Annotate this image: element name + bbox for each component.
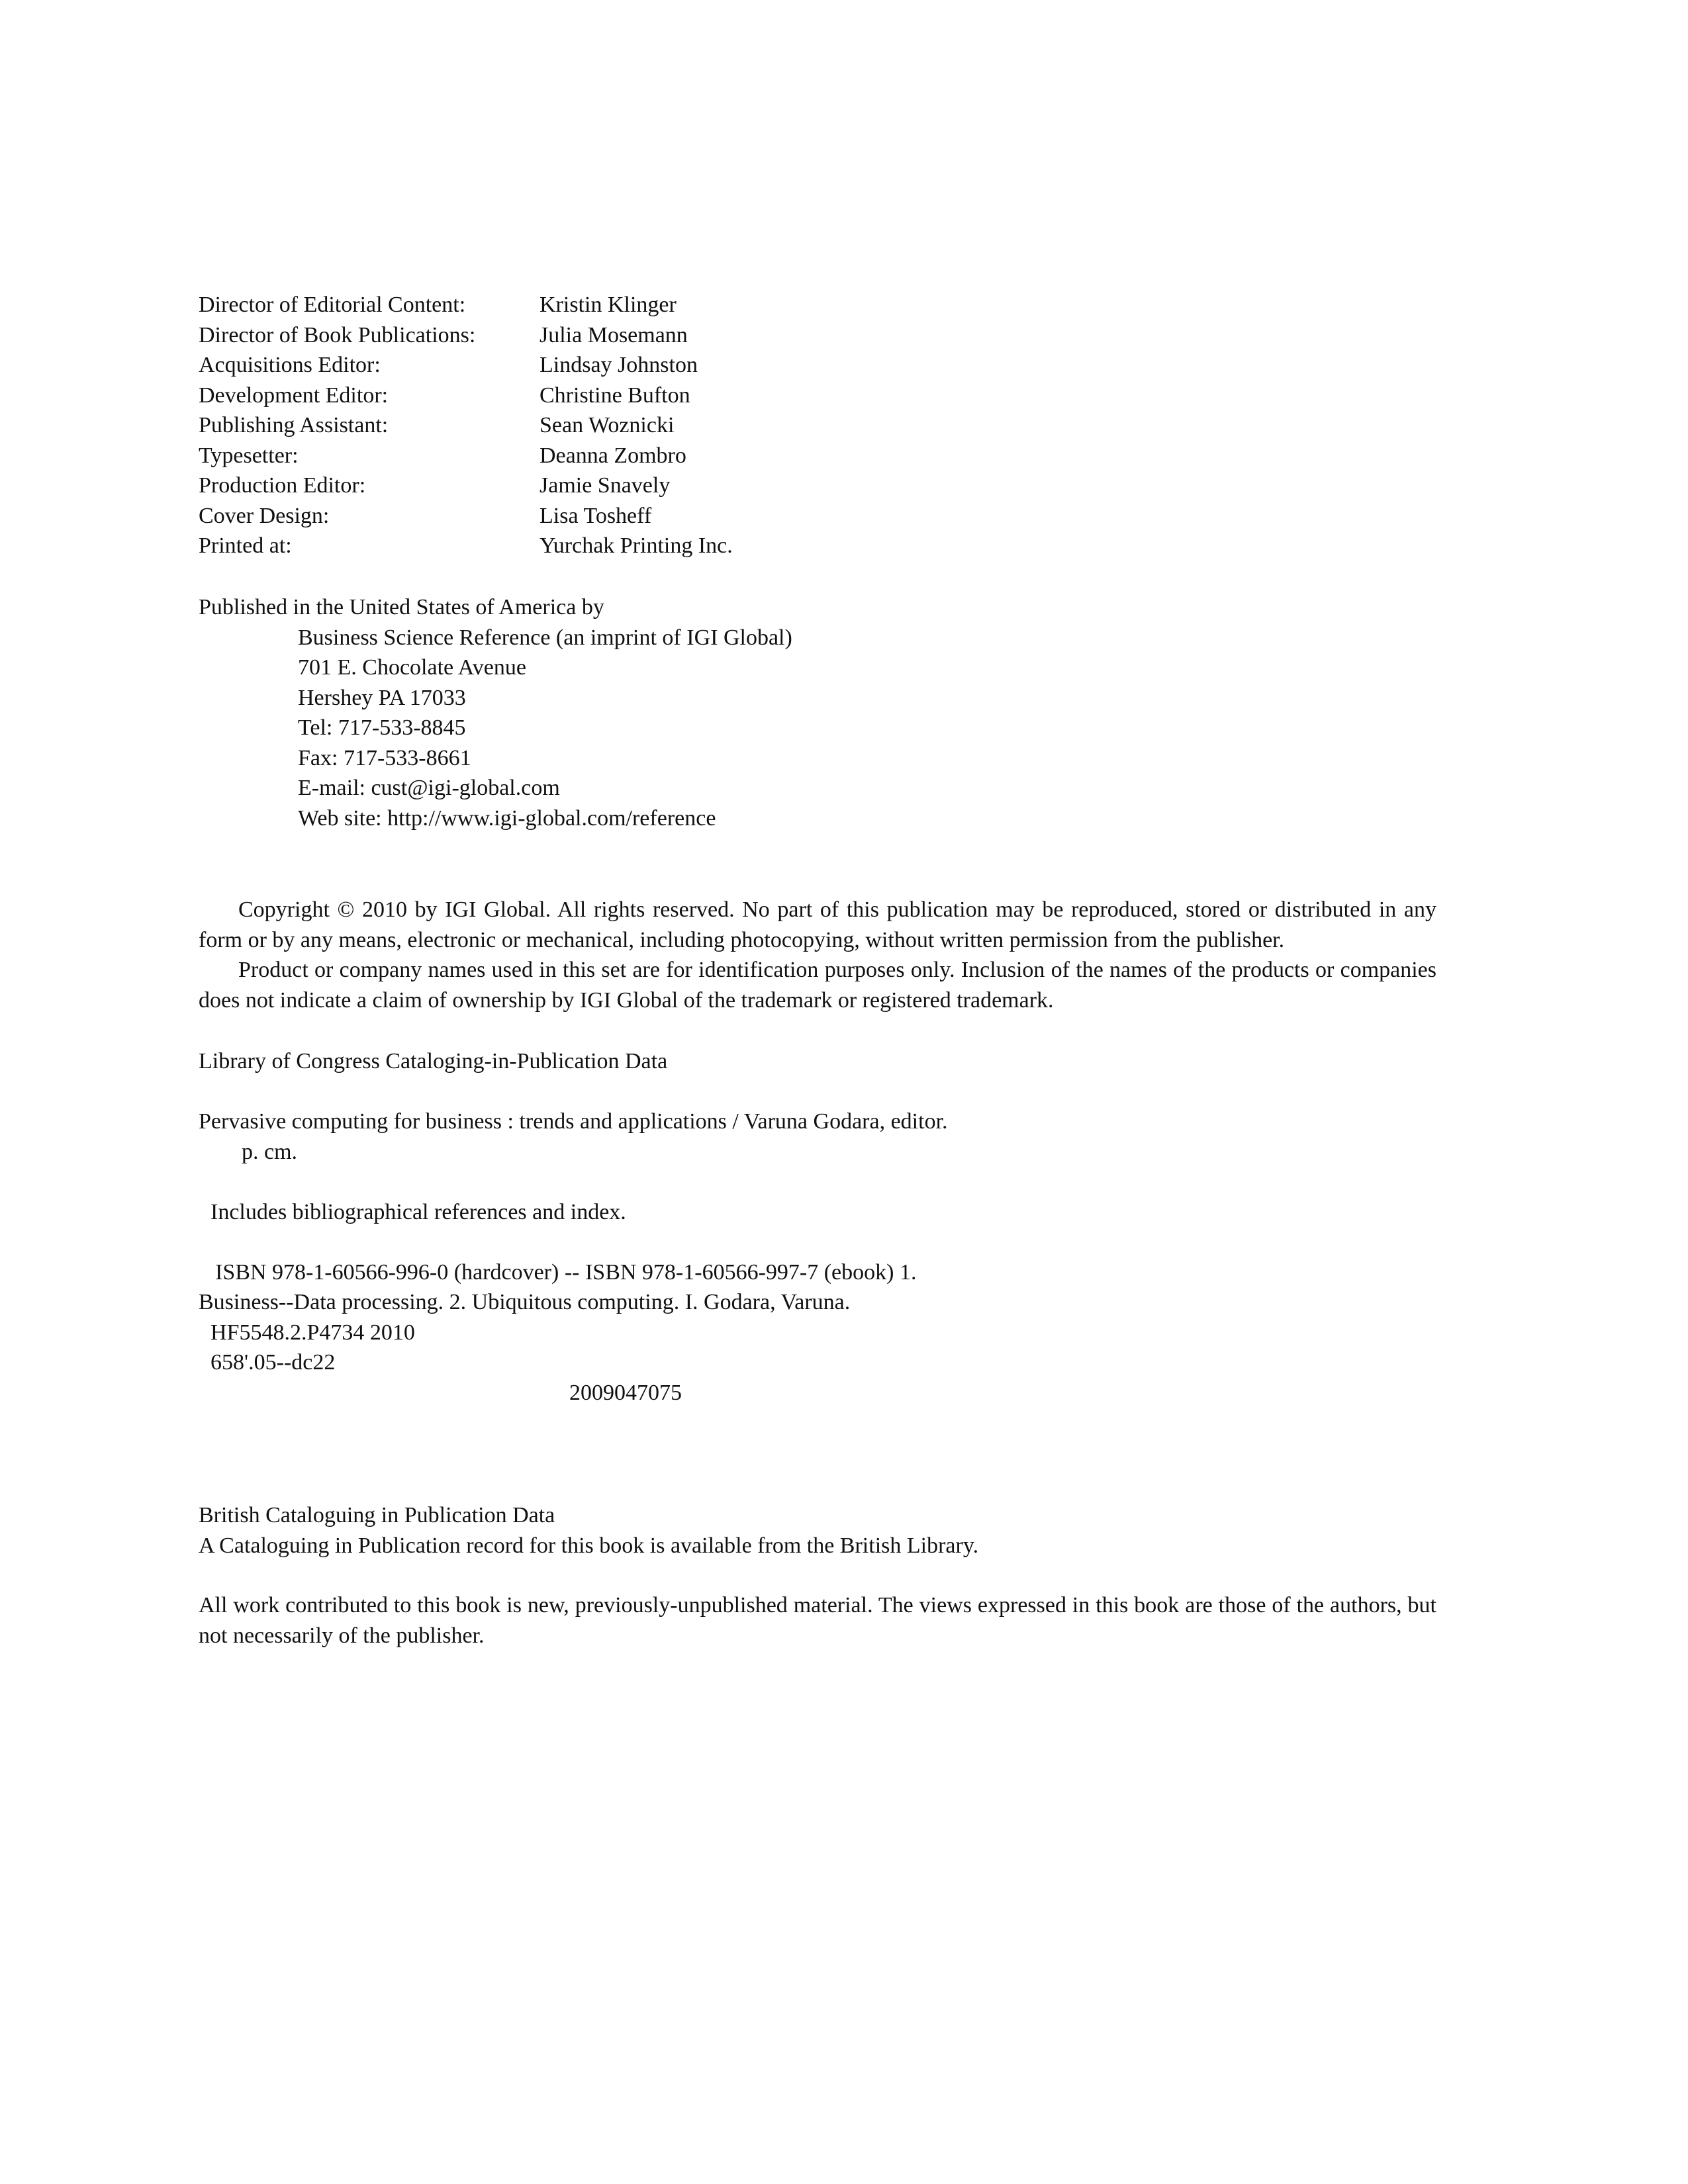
publisher-tel: Tel: 717-533-8845 [298,715,466,740]
publisher-city: Hershey PA 17033 [298,685,466,710]
staff-row [199,471,733,501]
staff-name: Christine Bufton [539,383,690,408]
staff-name: Lindsay Johnston [539,353,698,377]
staff-role: Development Editor: [199,383,389,408]
staff-role: Publishing Assistant: [199,413,389,437]
work-statement [199,1590,1436,1651]
staff-name: Sean Woznicki [539,413,675,437]
staff-name: Yurchak Printing Inc. [539,533,733,558]
cip-title-line: Pervasive computing for business : trends and applications / Varuna Godara, editor. [199,1109,948,1134]
work-statement-text: All work contributed to this book is new, previously-unpublished material. The views expressed in this book are those of the authors, but not necessarily of the publisher. [199,1593,1436,1648]
staff-row [199,381,733,411]
staff-row [199,350,733,381]
cip-isbn-line: ISBN 978-1-60566-996-0 (hardcover) -- ISBN 978-1-60566-997-7 (ebook) 1. [215,1259,917,1285]
staff-row [199,531,733,561]
staff-name: Deanna Zombro [539,443,686,468]
publisher-street: 701 E. Chocolate Avenue [298,655,526,680]
staff-name: Lisa Tosheff [539,503,652,528]
staff-credits [199,290,733,561]
staff-role: Production Editor: [199,473,366,498]
publisher-email: E-mail: cust@igi-global.com [298,776,560,800]
loc-heading: Library of Congress Cataloging-in-Publication Data [199,1049,668,1073]
staff-role: Cover Design: [199,503,330,528]
cip-subjects-line: Business--Data processing. 2. Ubiquitous computing. I. Godara, Varuna. [199,1290,851,1314]
staff-row [199,441,733,471]
copyright-paragraph: Copyright © 2010 by IGI Global. All rights reserved. No part of this publication may be reproduced, stored or distributed in any form or by any means, electronic or mechanical, including photocopying, without written permission from the publisher. [199,897,1436,952]
staff-name: Julia Mosemann [539,322,688,347]
cip-includes: Includes bibliographical references and index. [211,1199,626,1224]
publisher-heading: Published in the United States of America by [199,595,604,619]
cip-lc-class: HF5548.2.P4734 2010 [211,1320,415,1345]
british-cip [199,1500,978,1561]
staff-row [199,410,733,441]
staff-row [199,501,733,531]
publisher-name: Business Science Reference (an imprint of IGI Global) [298,625,792,650]
staff-role: Typesetter: [199,443,299,468]
british-text: A Cataloguing in Publication record for this book is available from the British Library. [199,1533,979,1558]
trademark-paragraph: Product or company names used in this set are for identification purposes only. Inclusion of the names of the products or companies does not indicate a claim of ownership by IGI Global of the trademark or registered trademark. [199,958,1436,1013]
publisher-website: Web site: http://www.igi-global.com/reference [298,805,716,831]
cip-pcm: p. cm. [242,1139,298,1164]
staff-role: Director of Editorial Content: [199,293,466,317]
staff-row [199,320,733,351]
cip-record [199,1107,948,1408]
cip-dewey: 658'.05--dc22 [211,1350,336,1375]
staff-role: Acquisitions Editor: [199,353,381,377]
staff-name: Kristin Klinger [539,293,677,317]
cip-lccn: 2009047075 [569,1380,682,1405]
publisher-fax: Fax: 717-533-8661 [298,745,471,770]
staff-role: Printed at: [199,533,292,558]
staff-row [199,290,733,320]
copyright-notice [199,895,1436,1015]
staff-role: Director of Book Publications: [199,322,476,347]
publisher-address [199,592,792,833]
british-heading: British Cataloguing in Publication Data [199,1503,555,1527]
staff-name: Jamie Snavely [539,473,671,498]
